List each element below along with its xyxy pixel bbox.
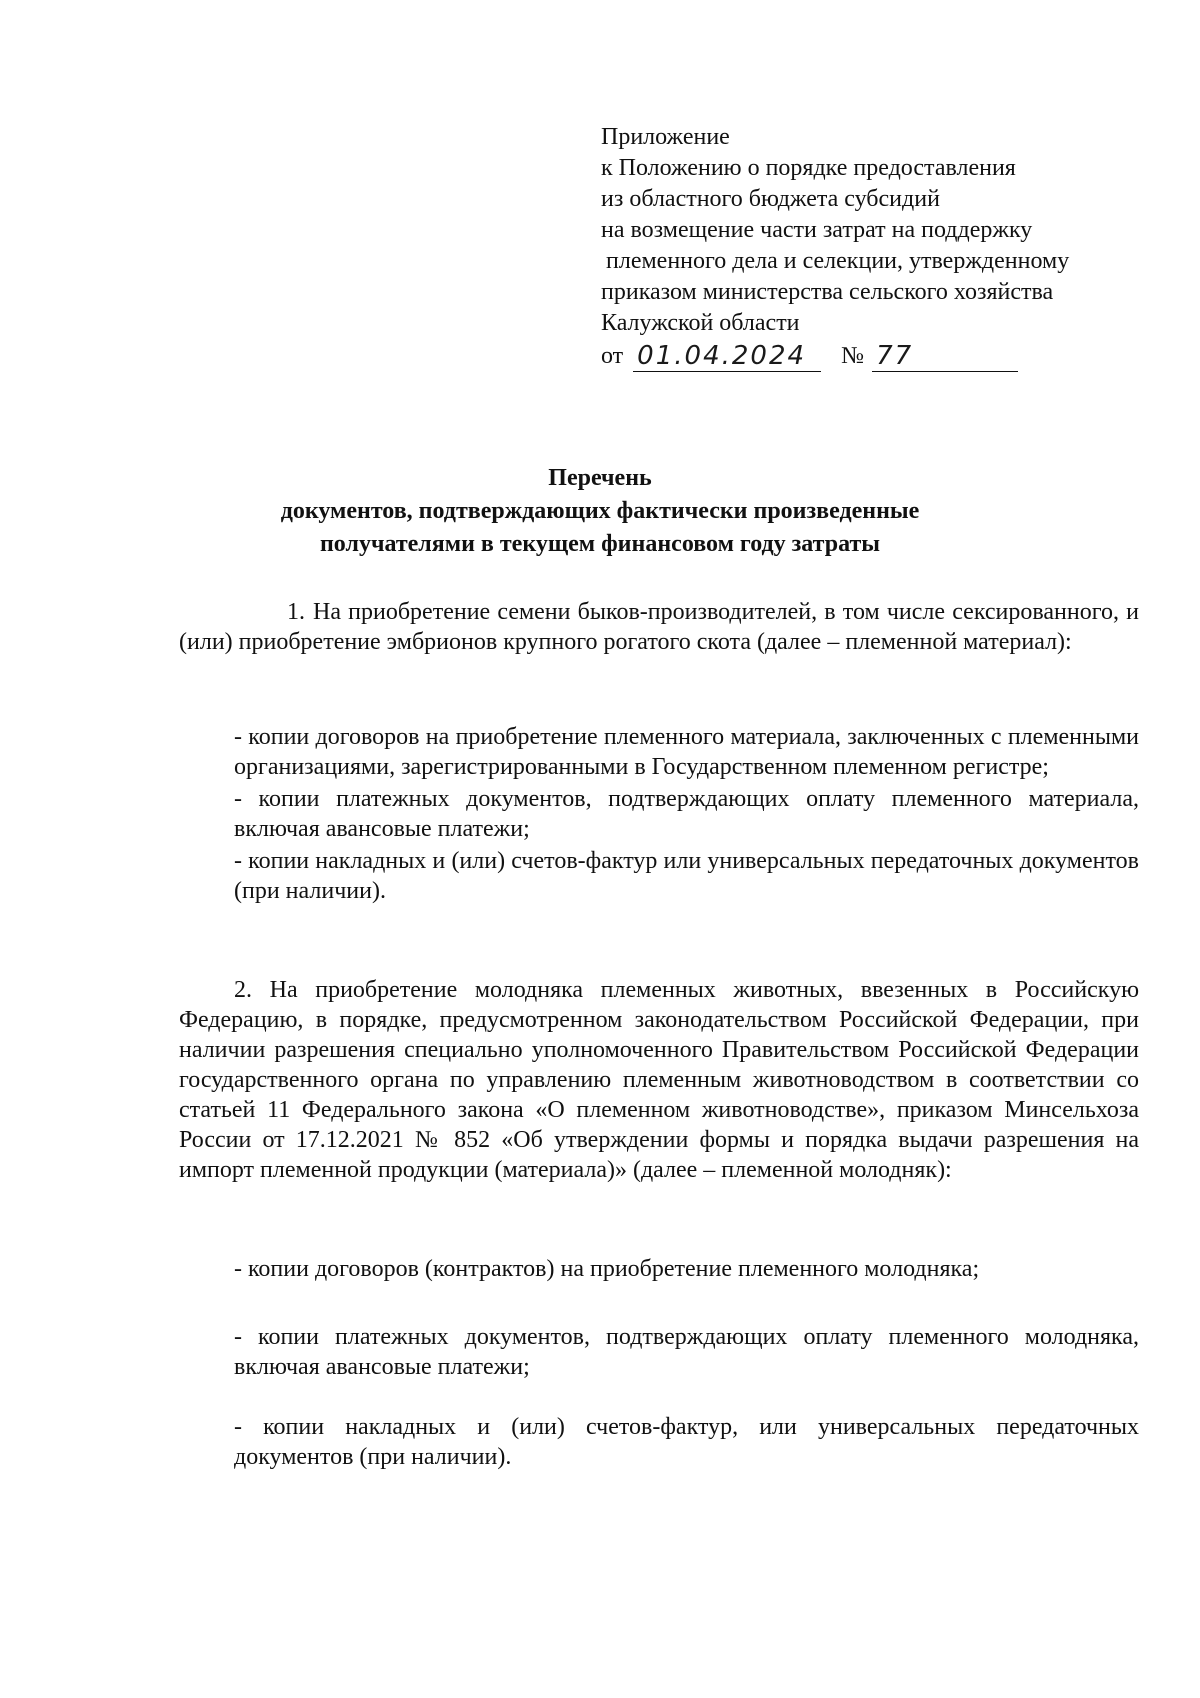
appendix-line: Калужской области: [601, 310, 800, 336]
appendix-line: на возмещение части затрат на поддержку: [601, 217, 1033, 243]
list-item: - копии накладных и (или) счетов-фактур или универсальных передаточных документов (при наличии).: [234, 848, 1139, 904]
section-2-text: 2. На приобретение молодняка племенных животных, ввезенных в Российскую Федерацию, в порядке, предусмотренном законодательством Российской Федерации, при наличии разрешения специально уполномоченного Правительством Российской Федерации государственного органа по управлению племенным животноводством в соответствии со статьей 11 Федерального закона «О племенном животноводстве», приказом Минсельхоза России от 17.12.2021 № 852 «Об утверждении формы и порядка выдачи разрешения на импорт племенной продукции (материала)» (далее – племенной молодняк):: [179, 977, 1139, 1183]
section-1: [179, 597, 1139, 657]
section-2-list-item-1: [234, 1254, 1139, 1284]
section-2-list-item-3: [234, 1412, 1139, 1472]
list-item: - копии платежных документов, подтверждающих оплату племенного материала, включая авансовые платежи;: [234, 786, 1139, 842]
handwritten-number: 77: [872, 341, 1018, 372]
appendix-header: [601, 122, 1121, 372]
section-2-list-item-2: [234, 1322, 1139, 1382]
appendix-line: Приложение: [601, 124, 730, 150]
list-item: - копии договоров на приобретение племенного материала, заключенных с племенными организациями, зарегистрированными в Государственном племенном регистре;: [234, 724, 1139, 780]
section-1-list: [234, 722, 1139, 908]
appendix-line: к Положению о порядке предоставления: [601, 155, 1016, 181]
order-date-line: [601, 341, 1121, 372]
appendix-line: племенного дела и селекции, утвержденному: [606, 248, 1070, 274]
title-line: Перечень: [548, 465, 652, 491]
section-1-text: На приобретение семени быков-производителей, в том числе сексированного, и (или) приобретение эмбрионов крупного рогатого скота (далее – племенной материал):: [179, 599, 1139, 655]
section-1-number: 1.: [287, 599, 305, 625]
appendix-line: из областного бюджета субсидий: [601, 186, 940, 212]
list-item: - копии платежных документов, подтверждающих оплату племенного молодняка, включая авансовые платежи;: [234, 1324, 1139, 1380]
list-item: - копии накладных и (или) счетов-фактур, или универсальных передаточных документов (при наличии).: [234, 1414, 1139, 1470]
title-line: документов, подтверждающих фактически произведенные: [280, 498, 920, 524]
date-prefix: от: [601, 343, 624, 369]
list-item: - копии договоров (контрактов) на приобретение племенного молодняка;: [234, 1256, 980, 1282]
section-2: [179, 975, 1139, 1185]
section-1-paragraph: [179, 597, 1139, 657]
document-title: [0, 462, 1200, 561]
handwritten-date: 01.04.2024: [633, 341, 821, 372]
number-sign: №: [841, 343, 865, 369]
appendix-line: приказом министерства сельского хозяйства: [601, 279, 1054, 305]
title-line: получателями в текущем финансовом году затраты: [319, 531, 881, 557]
